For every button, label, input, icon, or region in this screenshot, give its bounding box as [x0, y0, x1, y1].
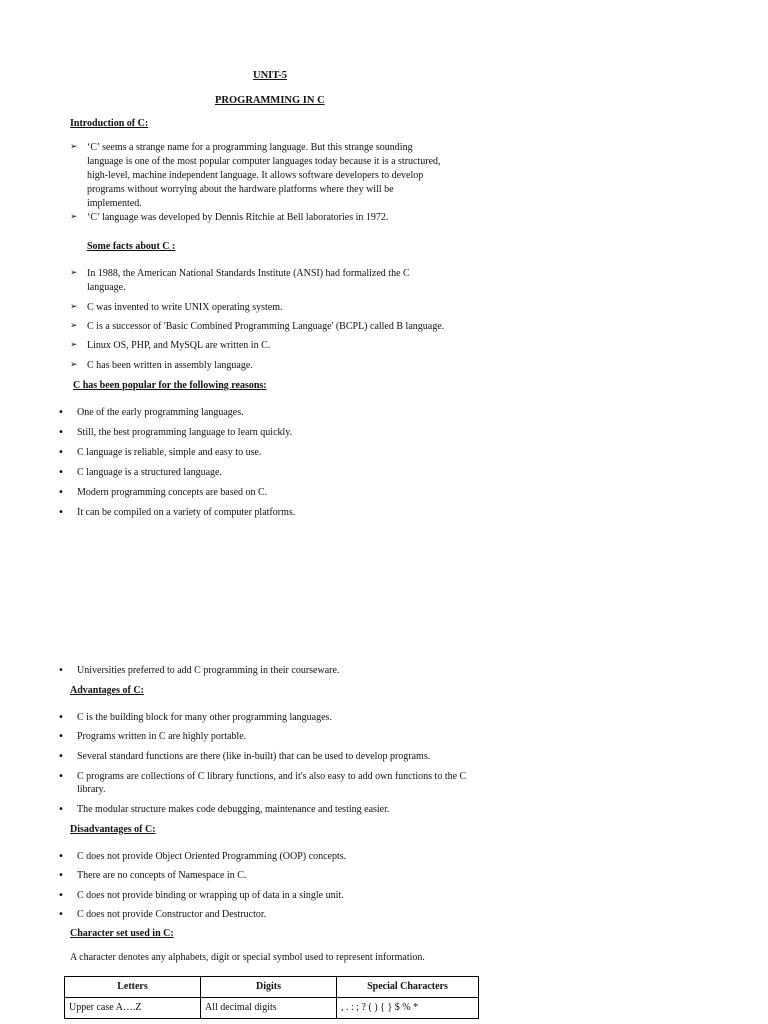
- advantages-heading: Advantages of C:: [70, 685, 144, 696]
- facts-item: Linux OS, PHP, and MySQL are written in C.: [87, 340, 271, 351]
- bullet-icon: •: [58, 407, 64, 418]
- disadvantages-item: C does not provide Object Oriented Programming (OOP) concepts.: [77, 851, 347, 862]
- bullet-icon: •: [58, 851, 64, 862]
- intro-line: ‘C’ language was developed by Dennis Ritchie at Bell laboratories in 1972.: [87, 212, 389, 223]
- reasons-item: Universities preferred to add C programming in their courseware.: [77, 665, 340, 676]
- table-header-row: [65, 977, 479, 998]
- table-cell: Upper case A….Z: [65, 998, 201, 1019]
- charset-intro: A character denotes any alphabets, digit or special symbol used to represent information.: [70, 952, 425, 963]
- reasons-heading: C has been popular for the following reasons:: [73, 380, 267, 391]
- bullet-icon: •: [58, 712, 64, 723]
- table-header-digits: Digits: [201, 977, 337, 998]
- facts-heading: Some facts about C :: [87, 241, 176, 252]
- intro-line: language is one of the most popular computer languages today because it is a structured,: [87, 156, 441, 167]
- bullet-icon: •: [58, 467, 64, 478]
- bullet-icon: •: [58, 890, 64, 901]
- advantages-item: Several standard functions are there (like in-built) that can be used to develop programs.: [77, 751, 431, 762]
- reasons-item: One of the early programming languages.: [77, 407, 244, 418]
- arrow-bullet-icon: ➢: [70, 302, 78, 312]
- bullet-icon: •: [58, 487, 64, 498]
- arrow-bullet-icon: ➢: [70, 212, 78, 222]
- advantages-item: Programs written in C are highly portable.: [77, 731, 247, 742]
- table-header-letters: Letters: [65, 977, 201, 998]
- bullet-icon: •: [58, 870, 64, 881]
- facts-item: C was invented to write UNIX operating system.: [87, 302, 283, 313]
- advantages-item: C is the building block for many other programming languages.: [77, 712, 332, 723]
- facts-item: C is a successor of 'Basic Combined Programming Language' (BCPL) called B language.: [87, 321, 445, 332]
- intro-line: high-level, machine independent language. It allows software developers to develop: [87, 170, 424, 181]
- document-title: PROGRAMMING IN C: [215, 95, 325, 106]
- unit-heading: UNIT-5: [253, 70, 288, 81]
- bullet-icon: •: [58, 665, 64, 676]
- advantages-item: C programs are collections of C library functions, and it's also easy to add own functions to the C library.: [77, 771, 467, 795]
- bullet-icon: •: [58, 427, 64, 438]
- facts-item: C has been written in assembly language.: [87, 360, 253, 371]
- arrow-bullet-icon: ➢: [70, 340, 78, 350]
- arrow-bullet-icon: ➢: [70, 142, 78, 152]
- table-row: [65, 998, 479, 1019]
- arrow-bullet-icon: ➢: [70, 360, 78, 370]
- bullet-icon: •: [58, 731, 64, 742]
- reasons-item: C language is a structured language.: [77, 467, 222, 478]
- table-header-special: Special Characters: [337, 977, 479, 998]
- intro-heading: Introduction of C:: [70, 118, 149, 129]
- bullet-icon: •: [58, 909, 64, 920]
- arrow-bullet-icon: ➢: [70, 321, 78, 331]
- bullet-icon: •: [58, 771, 64, 782]
- intro-line: programs without worrying about the hardware platforms where they will be: [87, 184, 394, 195]
- bullet-icon: •: [58, 804, 64, 815]
- facts-item: In 1988, the American National Standards Institute (ANSI) had formalized the C: [87, 268, 410, 279]
- bullet-icon: •: [58, 751, 64, 762]
- reasons-item: It can be compiled on a variety of computer platforms.: [77, 507, 296, 518]
- arrow-bullet-icon: ➢: [70, 268, 78, 278]
- disadvantages-item: There are no concepts of Namespace in C.: [77, 870, 247, 881]
- bullet-icon: •: [58, 507, 64, 518]
- disadvantages-item: C does not provide binding or wrapping up of data in a single unit.: [77, 890, 344, 901]
- intro-line: ‘C’ seems a strange name for a programming language. But this strange sounding: [87, 142, 413, 153]
- charset-table: [64, 976, 479, 1019]
- intro-line: implemented.: [87, 198, 142, 209]
- facts-item: language.: [87, 282, 126, 293]
- reasons-item: Still, the best programming language to learn quickly.: [77, 427, 293, 438]
- charset-heading: Character set used in C:: [70, 928, 174, 939]
- table-cell: All decimal digits: [201, 998, 337, 1019]
- advantages-item: The modular structure makes code debugging, maintenance and testing easier.: [77, 804, 390, 815]
- table-cell: , . : ; ? ( ) { } $ % *: [337, 998, 479, 1019]
- reasons-item: C language is reliable, simple and easy to use.: [77, 447, 262, 458]
- reasons-item: Modern programming concepts are based on C.: [77, 487, 268, 498]
- disadvantages-heading: Disadvantages of C:: [70, 824, 156, 835]
- disadvantages-item: C does not provide Constructor and Destructor.: [77, 909, 267, 920]
- bullet-icon: •: [58, 447, 64, 458]
